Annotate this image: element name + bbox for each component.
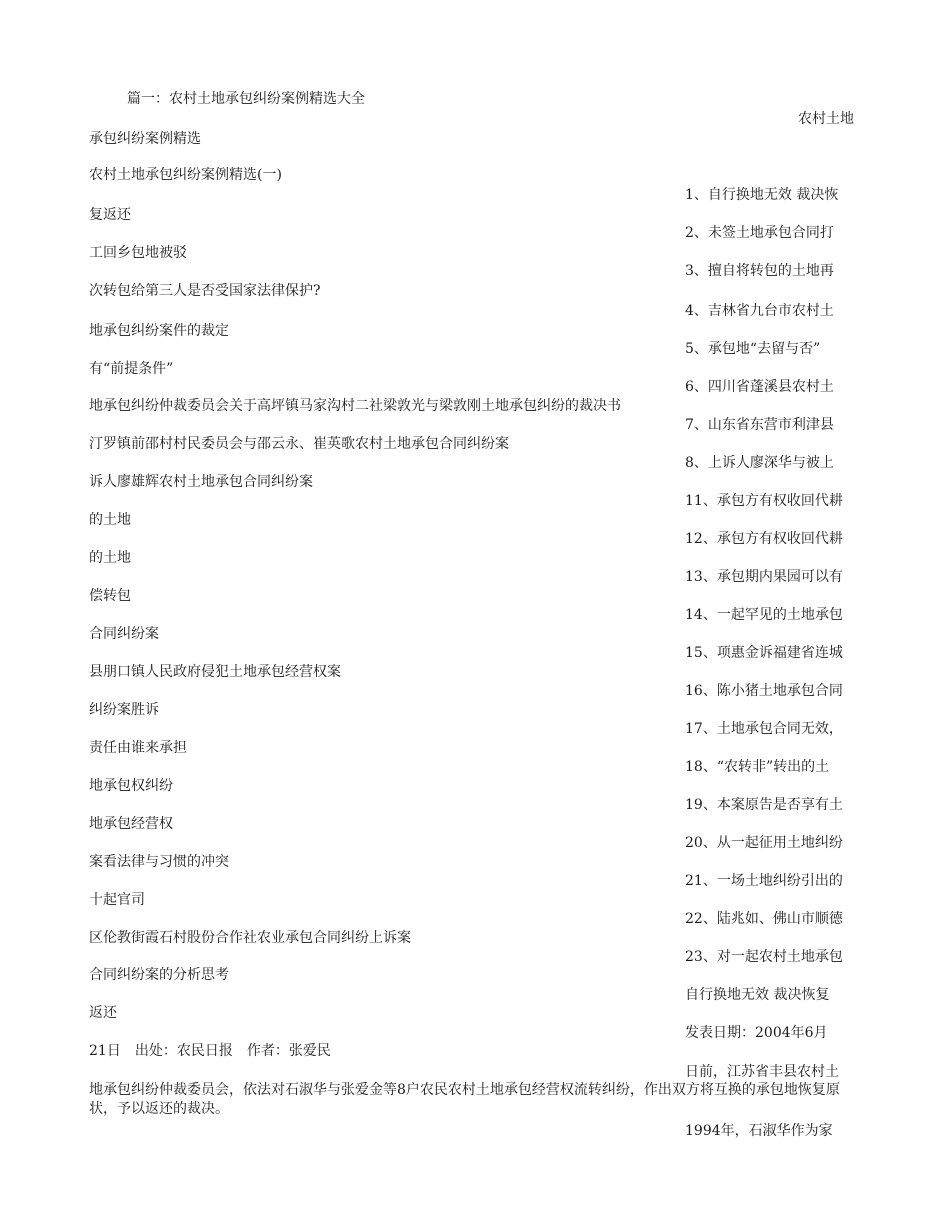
right-subheading: 自行换地无效 裁决恢复	[685, 987, 830, 1003]
left-line: 汀罗镇前邵村村民委员会与邵云永、崔英歌农村土地承包合同纠纷案	[89, 436, 509, 452]
left-line: 诉人廖雄辉农村土地承包合同纠纷案	[89, 474, 313, 490]
right-list-item: 21、一场土地纠纷引出的	[685, 873, 843, 889]
document-heading: 篇一：农村土地承包纠纷案例精选大全	[127, 91, 365, 107]
left-line: 21日 出处：农民日报 作者：张爱民	[89, 1043, 331, 1059]
right-list-item: 18、“农转非”转出的土	[685, 759, 830, 775]
left-line: 纠纷案胜诉	[89, 702, 159, 718]
right-text-line: 日前，江苏省丰县农村土	[685, 1064, 839, 1080]
right-list-item: 3、擅自将转包的土地再	[685, 263, 834, 279]
right-list-item: 13、承包期内果园可以有	[685, 569, 843, 585]
right-column-top: 农村土地	[798, 111, 854, 127]
right-list-item: 16、陈小猪土地承包合同	[685, 683, 843, 699]
left-line: 工回乡包地被驳	[89, 245, 187, 261]
right-list-item: 1、自行换地无效 裁决恢	[685, 187, 839, 203]
left-line: 地承包纠纷仲裁委员会关于高坪镇马家沟村二社梁敦光与梁敦刚土地承包纠纷的裁决书	[89, 398, 621, 414]
publish-date: 发表日期：2004年6月	[685, 1025, 828, 1041]
left-line: 合同纠纷案	[89, 626, 159, 642]
left-line: 地承包权纠纷	[89, 778, 173, 794]
right-list-item: 23、对一起农村土地承包	[685, 949, 843, 965]
left-line: 地承包纠纷案件的裁定	[89, 323, 229, 339]
left-line: 次转包给第三人是否受国家法律保护?	[89, 283, 321, 299]
left-line: 的土地	[89, 550, 131, 566]
right-list-item: 7、山东省东营市利津县	[685, 417, 834, 433]
right-list-item: 19、本案原告是否享有土	[685, 797, 843, 813]
left-line: 责任由谁来承担	[89, 740, 187, 756]
left-line: 合同纠纷案的分析思考	[89, 967, 229, 983]
right-list-item: 20、从一起征用土地纠纷	[685, 835, 843, 851]
left-paragraph: 地承包纠纷仲裁委员会，依法对石淑华与张爱金等8户农民农村土地承包经营权流转纠纷，作出双方将互换的承包地恢复原状，予以返还的裁决。	[89, 1082, 840, 1117]
right-list-item: 4、吉林省九台市农村土	[685, 303, 834, 319]
left-line: 偿转包	[89, 588, 131, 604]
left-line: 地承包经营权	[89, 816, 173, 832]
left-line: 的土地	[89, 512, 131, 528]
right-text-line: 1994年，石淑华作为家	[685, 1123, 833, 1139]
right-list-item: 14、一起罕见的土地承包	[685, 607, 843, 623]
left-line: 案看法律与习惯的冲突	[89, 854, 229, 870]
left-line: 承包纠纷案例精选	[89, 131, 201, 147]
right-list-item: 11、承包方有权收回代耕	[685, 493, 843, 509]
left-line: 县朋口镇人民政府侵犯土地承包经营权案	[89, 664, 341, 680]
left-line: 农村土地承包纠纷案例精选(一)	[89, 167, 282, 183]
left-line: 复返还	[89, 207, 131, 223]
right-list-item: 15、项惠金诉福建省连城	[685, 645, 843, 661]
left-line: 有“前提条件”	[89, 361, 174, 377]
right-list-item: 5、承包地“去留与否”	[685, 341, 821, 357]
right-list-item: 6、四川省蓬溪县农村土	[685, 379, 834, 395]
right-list-item: 8、上诉人廖深华与被上	[685, 455, 834, 471]
left-line: 返还	[89, 1005, 117, 1021]
right-list-item: 12、承包方有权收回代耕	[685, 531, 843, 547]
left-line: 区伦教街霞石村股份合作社农业承包合同纠纷上诉案	[89, 930, 411, 946]
right-list-item: 17、土地承包合同无效，	[685, 721, 843, 737]
left-line: 十起官司	[89, 892, 145, 908]
right-list-item: 2、未签土地承包合同打	[685, 225, 834, 241]
right-list-item: 22、陆兆如、佛山市顺德	[685, 911, 843, 927]
